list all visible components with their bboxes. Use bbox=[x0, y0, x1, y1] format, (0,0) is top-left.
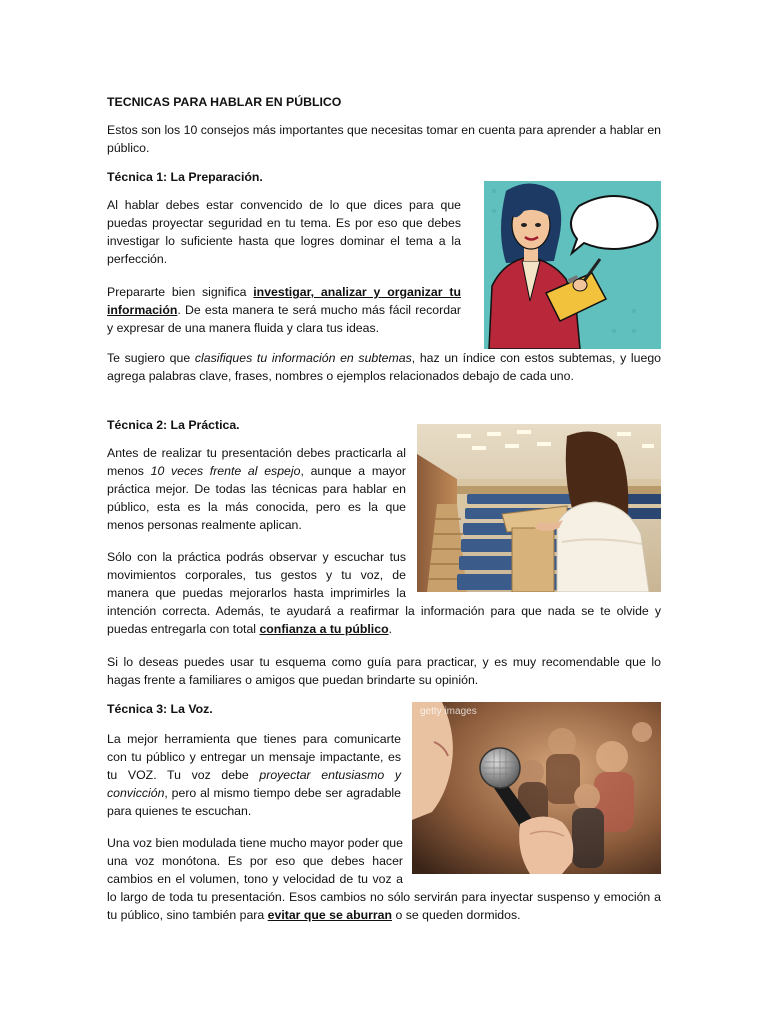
text-run: . bbox=[388, 622, 392, 636]
text-run: Te sugiero que bbox=[107, 351, 195, 365]
text-run: . De esta manera te será mucho más fácil recordar y expresar de una manera fluida y clara tus ideas. bbox=[107, 303, 461, 335]
technique-3-heading: Técnica 3: La Voz. bbox=[107, 702, 213, 716]
technique-2-paragraph-1 bbox=[107, 444, 406, 534]
technique-1-paragraph-2 bbox=[107, 283, 461, 337]
podium-speaker-photo bbox=[417, 424, 661, 592]
text-run: Una voz bien modulada tiene mucho mayor poder que una voz monótona. Es por eso que debes hacer cambios en el volumen, tono y velocidad de tu voz a lo largo de toda tu presentación. Esos cambios no sólo servirán para inyectar suspenso y emoción a tu público, sino también para bbox=[107, 836, 661, 922]
text-run: La mejor herramienta que tienes para comunicarte con tu público y entregar un mensaje impactante, es tu VOZ. Tu voz debe bbox=[107, 732, 401, 782]
underlined-phrase: investigar, analizar y organizar tu información bbox=[107, 285, 461, 317]
text-run: , pero al mismo tiempo debe ser agradable para quienes te escuchan. bbox=[107, 786, 401, 818]
text-run: Antes de realizar tu presentación debes practicarla al menos bbox=[107, 446, 406, 478]
technique-3-paragraph-1 bbox=[107, 730, 401, 820]
technique-2-heading: Técnica 2: La Práctica. bbox=[107, 418, 240, 432]
watermark-text: getty images bbox=[420, 706, 477, 717]
document-title: TECNICAS PARA HABLAR EN PÚBLICO bbox=[107, 95, 342, 109]
text-run: , aunque a mayor práctica mejor. De todas las técnicas para hablar en público, esta es la más conocida, pero es la que menos personas realmente aplican. bbox=[107, 464, 406, 532]
microphone-speaker-photo bbox=[412, 702, 661, 874]
underlined-phrase: evitar que se aburran bbox=[267, 908, 393, 922]
text-run: , haz un índice con estos subtemas, y luego agrega palabras clave, frases, nombres o ejemplos relacionados debajo de cada uno. bbox=[107, 351, 662, 383]
technique-1-paragraph-1: Al hablar debes estar convencido de lo que dices para que puedas proyectar seguridad en tu tema. Es por eso que debes investigar lo suficiente hasta que logres dominar el tema a la perfección. bbox=[107, 198, 461, 266]
text-run: o se queden dormidos. bbox=[392, 908, 521, 922]
intro-paragraph: Estos son los 10 consejos más importantes que necesitas tomar en cuenta para aprender a hablar en público. bbox=[107, 123, 661, 155]
technique-1-heading: Técnica 1: La Preparación. bbox=[107, 170, 263, 184]
technique-2-paragraph-3: Si lo deseas puedes usar tu esquema como guía para practicar, y es muy recomendable que lo hagas frente a familiares o amigos que puedan brindarte su opinión. bbox=[107, 655, 661, 687]
comic-speaker-illustration bbox=[484, 181, 661, 349]
italic-phrase: clasifiques tu información en subtemas bbox=[194, 351, 412, 365]
underlined-phrase: confianza a tu público bbox=[259, 622, 389, 636]
text-run: Prepararte bien significa bbox=[107, 285, 254, 299]
technique-1-paragraph-3 bbox=[107, 349, 661, 385]
italic-phrase: proyectar entusiasmo y convicción bbox=[107, 768, 401, 800]
text-run: Sólo con la práctica podrás observar y escuchar tus movimientos corporales, tus gestos y tu voz, de manera que puedas mejorarlos hasta imprimirles la intención correcta. Además, te ayudará a reafirmar la información para que nada se te olvide y puedas entregarla con total bbox=[107, 550, 661, 636]
italic-phrase: 10 veces frente al espejo bbox=[150, 464, 301, 478]
